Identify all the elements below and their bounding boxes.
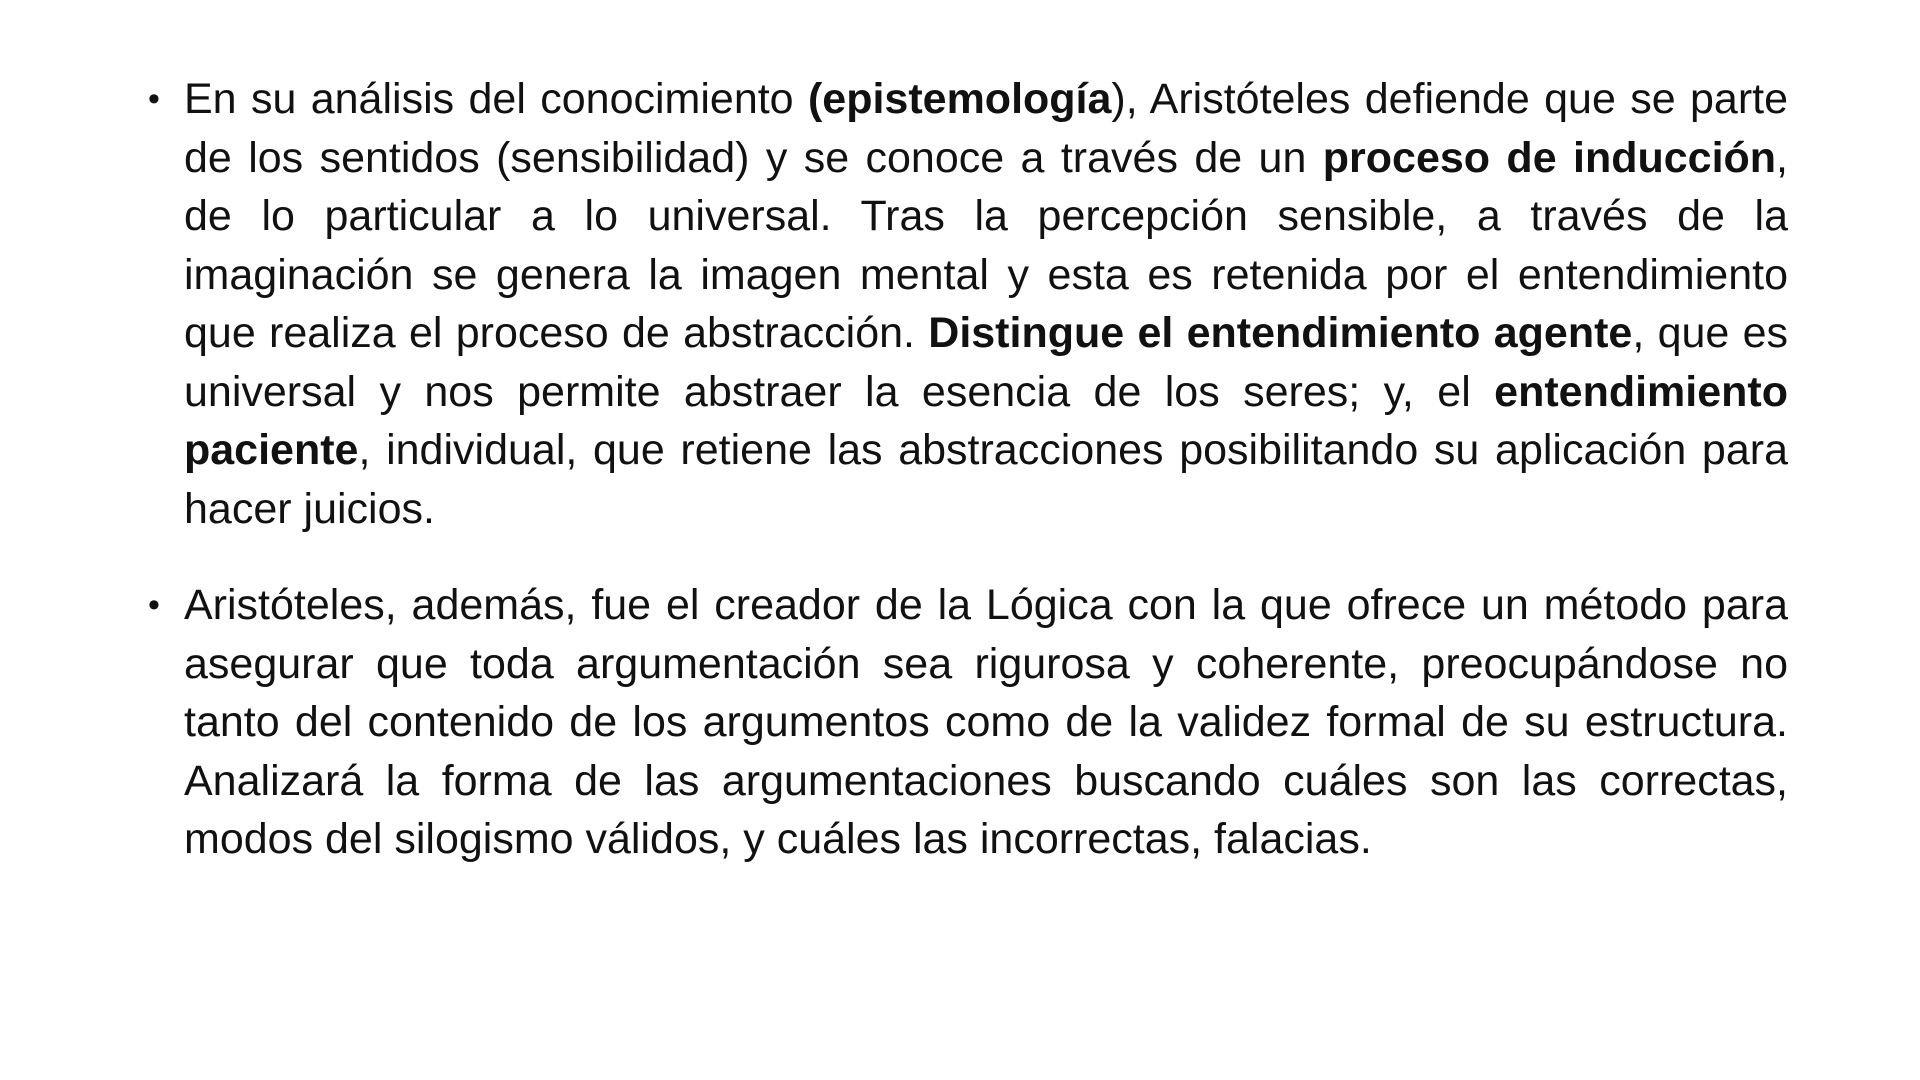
bullet-item-logica — [140, 576, 1788, 869]
bullet-item-epistemology — [140, 70, 1788, 538]
bold-term-entendimiento-paciente: entendimiento paciente — [184, 367, 1788, 474]
bold-term-epistemologia: (epistemología — [807, 75, 1112, 123]
bold-term-proceso-induccion: proceso de inducción — [1322, 133, 1777, 182]
bold-term-entendimiento-agente: Distingue el entendimiento agente — [928, 309, 1633, 357]
text-segment: , de lo particular a lo universal. Tras la percepción sensible, a través de la imaginación se genera la imagen mental y esta es retenida por el entendimiento que realiza el proceso de abstracción. — [184, 133, 1788, 357]
text-segment: , individual, que retiene las abstracciones posibilitando su aplicación para hacer juicios. — [184, 426, 1788, 533]
bullet-icon: • — [148, 80, 160, 118]
text-segment: , que es universal y nos permite abstraer la esencia de los seres; y, el — [184, 309, 1789, 416]
text-segment: Aristóteles, además, fue el creador de la Lógica con la que ofrece un método para asegurar que toda argumentación sea rigurosa y coherente, preocupándose no tanto del contenido de los argumentos como de la validez formal de su estructura. Analizará la forma de las argumentaciones buscando cuáles son las correctas, modos del silogismo válidos, y cuáles las incorrectas, falacias. — [184, 581, 1788, 863]
text-segment: En su análisis del conocimiento — [184, 75, 808, 123]
text-segment: ), Aristóteles defiende que se parte de los sentidos (sensibilidad) y se conoce a través de un — [184, 75, 1789, 182]
bullet-icon: • — [148, 586, 160, 624]
bullet-list — [140, 70, 1788, 907]
